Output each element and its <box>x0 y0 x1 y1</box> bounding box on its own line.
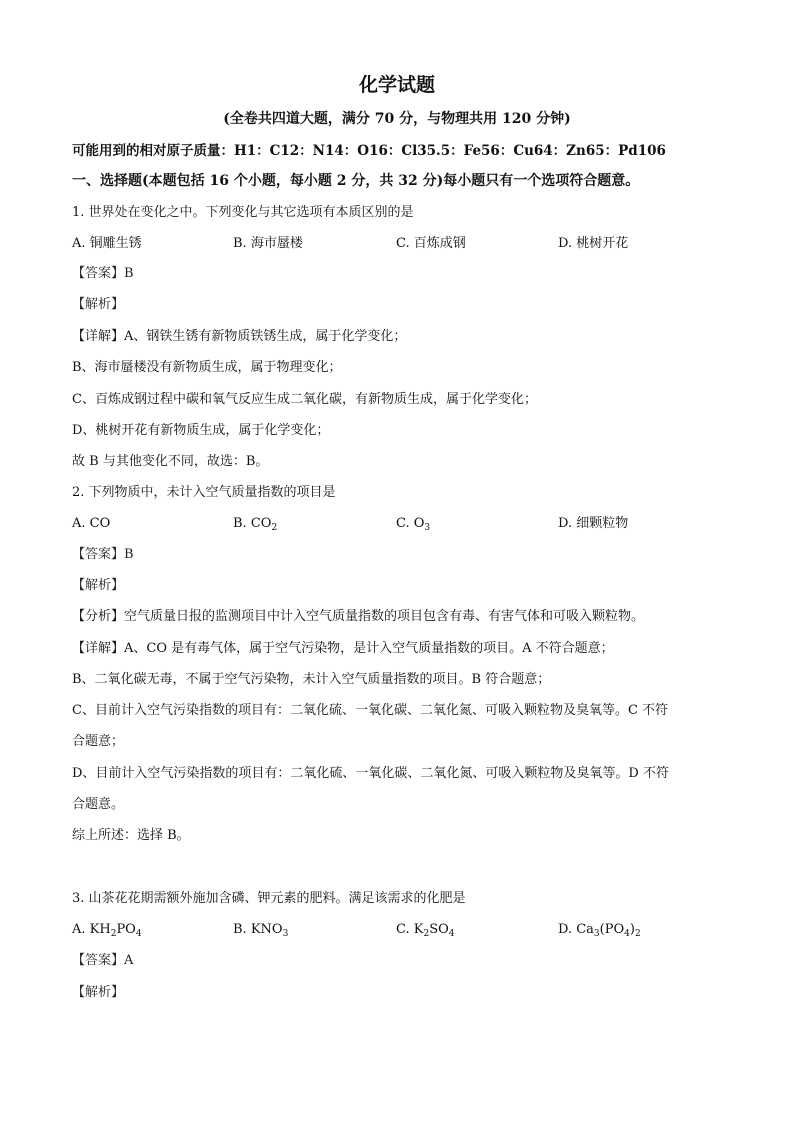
q1-explain-c: C、百炼成钢过程中碳和氧气反应生成二氧化碳，有新物质生成，属于化学变化； <box>72 392 537 407</box>
q2-option-a: A. CO <box>72 516 111 531</box>
q2-explain-d-line1: D、目前计入空气污染指数的项目有：二氧化硫、一氧化碳、二氧化氮、可吸入颗粒物及臭氧等。D 不符 <box>72 766 669 781</box>
q2-detail: 【详解】A、CO 是有毒气体，属于空气污染物，是计入空气质量指数的项目。A 不符合题意； <box>72 641 614 656</box>
exam-subtitle: (全卷共四道大题，满分 70 分，与物理共用 120 分钟) <box>223 111 571 127</box>
atomic-masses-line: 可能用到的相对原子质量：H1：C12：N14：O16：Cl35.5：Fe56：Cu64：Zn65：Pd106 <box>72 143 666 159</box>
q2-answer: 【答案】B <box>72 547 134 562</box>
q1-option-d: D. 桃树开花 <box>558 236 629 251</box>
q2-explain-c-line2: 合题意； <box>72 734 125 749</box>
q2-option-b: B. $CO_2$ <box>233 516 278 533</box>
q2-explain-d-line2: 合题意。 <box>72 797 125 812</box>
q1-explain-b: B、海市蜃楼没有新物质生成，属于物理变化； <box>72 360 342 375</box>
q1-option-a: A. 铜雕生锈 <box>72 236 142 251</box>
q3-option-b: B. $KNO_3$ <box>233 922 289 939</box>
q1-option-c: C. 百炼成钢 <box>396 236 466 251</box>
q3-option-d: D. $Ca_3(PO_4)_2$ <box>558 922 641 939</box>
q3-option-c: C. $K_2SO_4$ <box>396 922 455 939</box>
q1-option-b: B. 海市蜃楼 <box>233 236 303 251</box>
q2-explain-c-line1: C、目前计入空气污染指数的项目有：二氧化硫、一氧化碳、二氧化氮、可吸入颗粒物及臭氧等。C 不符 <box>72 703 669 718</box>
q1-explain-d: D、桃树开花有新物质生成，属于化学变化； <box>72 423 330 438</box>
q1-analysis-label: 【解析】 <box>72 297 125 312</box>
q3-analysis-label: 【解析】 <box>72 985 125 1000</box>
section-heading: 一、选择题(本题包括 16 个小题，每小题 2 分，共 32 分)每小题只有一个选项符合题意。 <box>72 173 640 189</box>
q3-option-a: A. $KH_2PO_4$ <box>72 922 142 939</box>
q2-explain-b: B、二氧化碳无毒，不属于空气污染物，未计入空气质量指数的项目。B 符合题意； <box>72 672 551 687</box>
question-2-stem: 2. 下列物质中，未计入空气质量指数的项目是 <box>72 485 336 500</box>
q2-fenxi: 【分析】空气质量日报的监测项目中计入空气质量指数的项目包含有毒、有害气体和可吸入颗粒物。 <box>72 609 645 624</box>
q2-conclusion: 综上所述：选择 B。 <box>72 828 190 843</box>
question-3-stem: 3. 山茶花花期需额外施加含磷、钾元素的肥料。满足该需求的化肥是 <box>72 891 466 906</box>
q2-option-d: D. 细颗粒物 <box>558 516 629 531</box>
q3-answer: 【答案】A <box>72 953 134 968</box>
q2-option-c: C. $O_3$ <box>396 516 431 533</box>
q1-conclusion: 故 B 与其他变化不同，故选：B。 <box>72 454 269 469</box>
q1-detail: 【详解】A、钢铁生锈有新物质铁锈生成，属于化学变化； <box>72 329 407 344</box>
q2-analysis-label: 【解析】 <box>72 578 125 593</box>
q1-answer: 【答案】B <box>72 266 134 281</box>
question-1-stem: 1. 世界处在变化之中。下列变化与其它选项有本质区别的是 <box>72 205 414 220</box>
page-title: 化学试题 <box>358 74 435 96</box>
